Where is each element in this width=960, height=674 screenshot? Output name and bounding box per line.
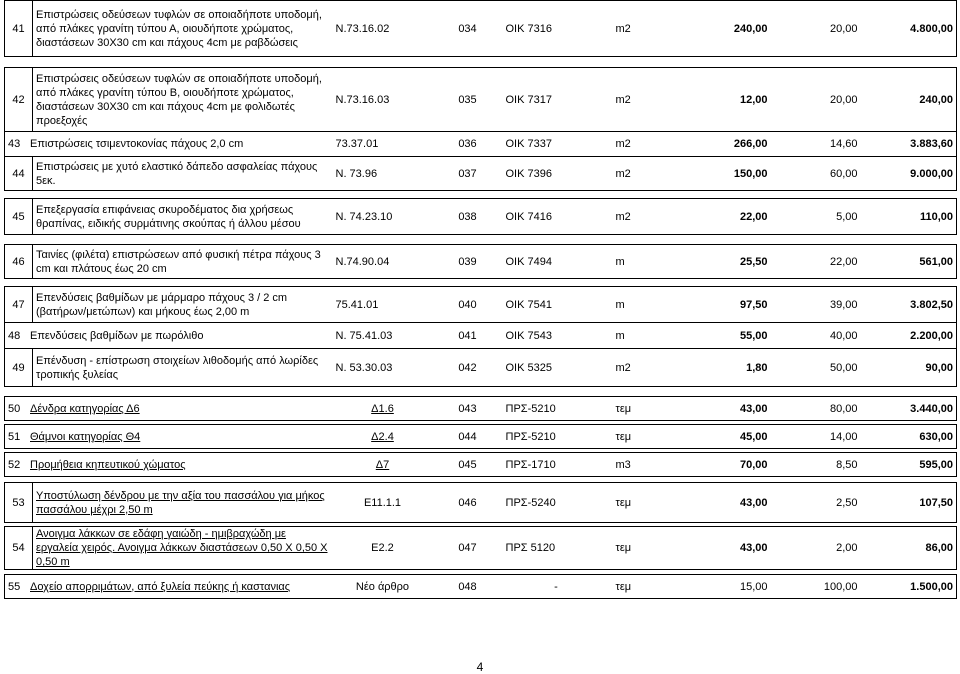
row-description: Δοχείο απορριμάτων, από ξυλεία πεύκης ή καστανιας	[30, 580, 291, 593]
table-row	[5, 453, 957, 477]
row-unit-price: 20,00	[771, 1, 861, 57]
table-row	[5, 483, 957, 523]
row-quantity: 12,00	[683, 68, 771, 132]
row-total: 3.440,00	[861, 397, 957, 421]
row-number: 41	[5, 1, 33, 57]
row-code: N.73.16.03	[333, 68, 433, 132]
row-total: 3.802,50	[861, 287, 957, 323]
row-total: 595,00	[861, 453, 957, 477]
row-unit-price: 40,00	[771, 323, 861, 349]
row-total: 90,00	[861, 349, 957, 387]
row-total: 1.500,00	[861, 575, 957, 599]
row-number: 43	[8, 138, 21, 150]
row-code: Ν. 73.96	[333, 157, 433, 191]
row-unit: m2	[613, 1, 683, 57]
row-unit-price: 20,00	[771, 68, 861, 132]
row-code: Δ1.6	[333, 397, 433, 421]
row-total: 107,50	[861, 483, 957, 523]
row-unit: m	[613, 323, 683, 349]
row-reference: ΠΡΣ 5120	[503, 527, 613, 570]
row-number: 48	[8, 329, 21, 342]
row-unit-price: 14,00	[771, 425, 861, 449]
row-reference: ΟΙΚ 7416	[503, 199, 613, 235]
row-reference: ΟΙΚ 7543	[503, 323, 613, 349]
row-description: Θάμνοι κατηγορίας Θ4	[30, 430, 141, 443]
row-unit: m3	[613, 453, 683, 477]
row-reference: ΠΡΣ-5210	[503, 425, 613, 449]
row-description: Ταινίες (φιλέτα) επιστρώσεων από φυσική πέτρα πάχους 3 cm και πλάτους έως 20 cm	[33, 245, 333, 279]
row-unit: m2	[613, 199, 683, 235]
row-number-and-description	[5, 397, 333, 421]
row-code: Δ7	[333, 453, 433, 477]
row-total: 3.883,60	[861, 132, 957, 157]
row-unit-price: 39,00	[771, 287, 861, 323]
row-number: 44	[5, 157, 33, 191]
row-reference: ΟΙΚ 7316	[503, 1, 613, 57]
table-row	[5, 132, 957, 157]
row-article: 037	[433, 157, 503, 191]
row-number: 52	[8, 458, 21, 471]
row-quantity: 70,00	[683, 453, 771, 477]
row-description: Δένδρα κατηγορίας Δ6	[30, 402, 140, 415]
row-total: 240,00	[861, 68, 957, 132]
row-number: 53	[5, 483, 33, 523]
row-unit: m2	[613, 349, 683, 387]
row-quantity: 150,00	[683, 157, 771, 191]
row-description: Επιστρώσεις οδεύσεων τυφλών σε οποιαδήποτε υποδομή, από πλάκες γρανίτη τύπου Α, οιουδήποτε χρώματος, διαστάσεων 30Χ30 cm και πάχους 4cm με ραβδώσεις	[33, 1, 333, 57]
table-row	[5, 1, 957, 57]
row-code: 73.37.01	[333, 132, 433, 157]
row-number: 49	[5, 349, 33, 387]
row-description: Επιστρώσεις οδεύσεων τυφλών σε οποιαδήποτε υποδομή, από πλάκες γρανίτη τύπου Β, οιουδήποτε χρώματος, διαστάσεων 30Χ30 cm και πάχους 4cm με φολιδωτές προεξοχές	[33, 68, 333, 132]
row-unit-price: 2,50	[771, 483, 861, 523]
table-row	[5, 527, 957, 570]
row-reference: ΟΙΚ 7541	[503, 287, 613, 323]
row-description: Επιστρώσεις με χυτό ελαστικό δάπεδο ασφαλείας πάχους 5εκ.	[33, 157, 333, 191]
row-code: N.74.90.04	[333, 245, 433, 279]
row-total: 630,00	[861, 425, 957, 449]
row-article: 034	[433, 1, 503, 57]
row-unit: m	[613, 245, 683, 279]
row-unit-price: 5,00	[771, 199, 861, 235]
row-unit: τεμ	[613, 425, 683, 449]
row-quantity: 43,00	[683, 527, 771, 570]
row-quantity: 266,00	[683, 132, 771, 157]
row-unit-price: 60,00	[771, 157, 861, 191]
row-code: N.73.16.02	[333, 1, 433, 57]
row-reference: ΠΡΣ-5240	[503, 483, 613, 523]
row-unit-price: 8,50	[771, 453, 861, 477]
row-unit-price: 50,00	[771, 349, 861, 387]
table-row	[5, 287, 957, 323]
row-reference: ΠΡΣ-1710	[503, 453, 613, 477]
row-unit-price: 2,00	[771, 527, 861, 570]
table-row	[5, 349, 957, 387]
row-code: Ε2.2	[333, 527, 433, 570]
row-unit: m2	[613, 132, 683, 157]
row-article: 044	[433, 425, 503, 449]
row-quantity: 45,00	[683, 425, 771, 449]
row-article: 036	[433, 132, 503, 157]
row-number: 55	[8, 580, 21, 593]
row-article: 043	[433, 397, 503, 421]
row-quantity: 25,50	[683, 245, 771, 279]
row-description: Επεξεργασία επιφάνειας σκυροδέματος δια χρήσεως θραπίνας, ειδικής συρμάτινης σκούπας ή άλλου μέσου	[33, 199, 333, 235]
row-unit: m	[613, 287, 683, 323]
row-unit-price: 14,60	[771, 132, 861, 157]
row-quantity: 15,00	[683, 575, 771, 599]
row-unit: m2	[613, 157, 683, 191]
row-total: 2.200,00	[861, 323, 957, 349]
row-unit-price: 80,00	[771, 397, 861, 421]
row-reference: ΠΡΣ-5210	[503, 397, 613, 421]
row-code: Δ2.4	[333, 425, 433, 449]
row-article: 040	[433, 287, 503, 323]
table-row	[5, 245, 957, 279]
row-unit: τεμ	[613, 575, 683, 599]
table-row	[5, 323, 957, 349]
row-reference: ΟΙΚ 7396	[503, 157, 613, 191]
row-article: 042	[433, 349, 503, 387]
row-number-and-description	[5, 323, 333, 349]
row-article: 048	[433, 575, 503, 599]
row-quantity: 43,00	[683, 483, 771, 523]
row-reference: ΟΙΚ 5325	[503, 349, 613, 387]
row-code: Ν. 53.30.03	[333, 349, 433, 387]
row-quantity: 43,00	[683, 397, 771, 421]
row-number-and-description	[5, 575, 333, 599]
row-code: 75.41.01	[333, 287, 433, 323]
row-unit: τεμ	[613, 483, 683, 523]
row-code: Ν. 74.23.10	[333, 199, 433, 235]
table-row	[5, 425, 957, 449]
row-quantity: 97,50	[683, 287, 771, 323]
row-unit-price: 100,00	[771, 575, 861, 599]
row-article: 046	[433, 483, 503, 523]
row-number: 47	[5, 287, 33, 323]
table-row	[5, 397, 957, 421]
row-article: 035	[433, 68, 503, 132]
row-unit: τεμ	[613, 397, 683, 421]
row-total: 9.000,00	[861, 157, 957, 191]
row-unit: τεμ	[613, 527, 683, 570]
row-article: 045	[433, 453, 503, 477]
row-number: 50	[8, 402, 21, 415]
row-total: 86,00	[861, 527, 957, 570]
row-total: 4.800,00	[861, 1, 957, 57]
row-number-and-description	[5, 453, 333, 477]
table-row	[5, 575, 957, 599]
table-row	[5, 199, 957, 235]
row-total: 110,00	[861, 199, 957, 235]
row-reference: ΟΙΚ 7317	[503, 68, 613, 132]
row-description: Επιστρώσεις τσιμεντοκονίας πάχους 2,0 cm	[30, 138, 244, 150]
row-number: 45	[5, 199, 33, 235]
row-article: 041	[433, 323, 503, 349]
page-number: 4	[476, 660, 484, 674]
row-quantity: 55,00	[683, 323, 771, 349]
row-article: 047	[433, 527, 503, 570]
row-quantity: 1,80	[683, 349, 771, 387]
row-code: Ν. 75.41.03	[333, 323, 433, 349]
row-reference: ΟΙΚ 7337	[503, 132, 613, 157]
table-row	[5, 157, 957, 191]
row-quantity: 240,00	[683, 1, 771, 57]
row-number: 51	[8, 430, 21, 443]
row-number-and-description	[5, 425, 333, 449]
row-description: Επένδυση - επίστρωση στοιχείων λιθοδομής από λωρίδες τροπικής ξυλείας	[33, 349, 333, 387]
table-row	[5, 68, 957, 132]
row-unit-price: 22,00	[771, 245, 861, 279]
row-quantity: 22,00	[683, 199, 771, 235]
row-article: 038	[433, 199, 503, 235]
row-description: Υποστύλωση δένδρου με την αξία του πασσάλου για μήκος πασσάλου μέχρι 2,50 m	[33, 483, 333, 523]
row-reference: -	[503, 575, 613, 599]
row-description: Ανοιγμα λάκκων σε εδάφη γαιώδη - ημιβραχώδη με εργαλεία χειρός. Ανοιγμα λάκκων διαστάσεων 0,50 Χ 0,50 Χ 0,50 m	[33, 527, 333, 570]
row-number: 54	[5, 527, 33, 570]
row-number-and-description	[5, 132, 333, 157]
row-description: Προμήθεια κηπευτικού χώματος	[30, 458, 186, 471]
row-number: 42	[5, 68, 33, 132]
row-code: Νέο άρθρο	[333, 575, 433, 599]
row-total: 561,00	[861, 245, 957, 279]
row-description: Επενδύσεις βαθμίδων με πωρόλιθο	[30, 329, 204, 342]
row-number: 46	[5, 245, 33, 279]
row-reference: ΟΙΚ 7494	[503, 245, 613, 279]
row-code: Ε11.1.1	[333, 483, 433, 523]
bill-of-quantities-table	[4, 0, 957, 599]
row-article: 039	[433, 245, 503, 279]
row-description: Επενδύσεις βαθμίδων με μάρμαρο πάχους 3 / 2 cm (βατήρων/μετώπων) και μήκους έως 2,00 m	[33, 287, 333, 323]
row-unit: m2	[613, 68, 683, 132]
